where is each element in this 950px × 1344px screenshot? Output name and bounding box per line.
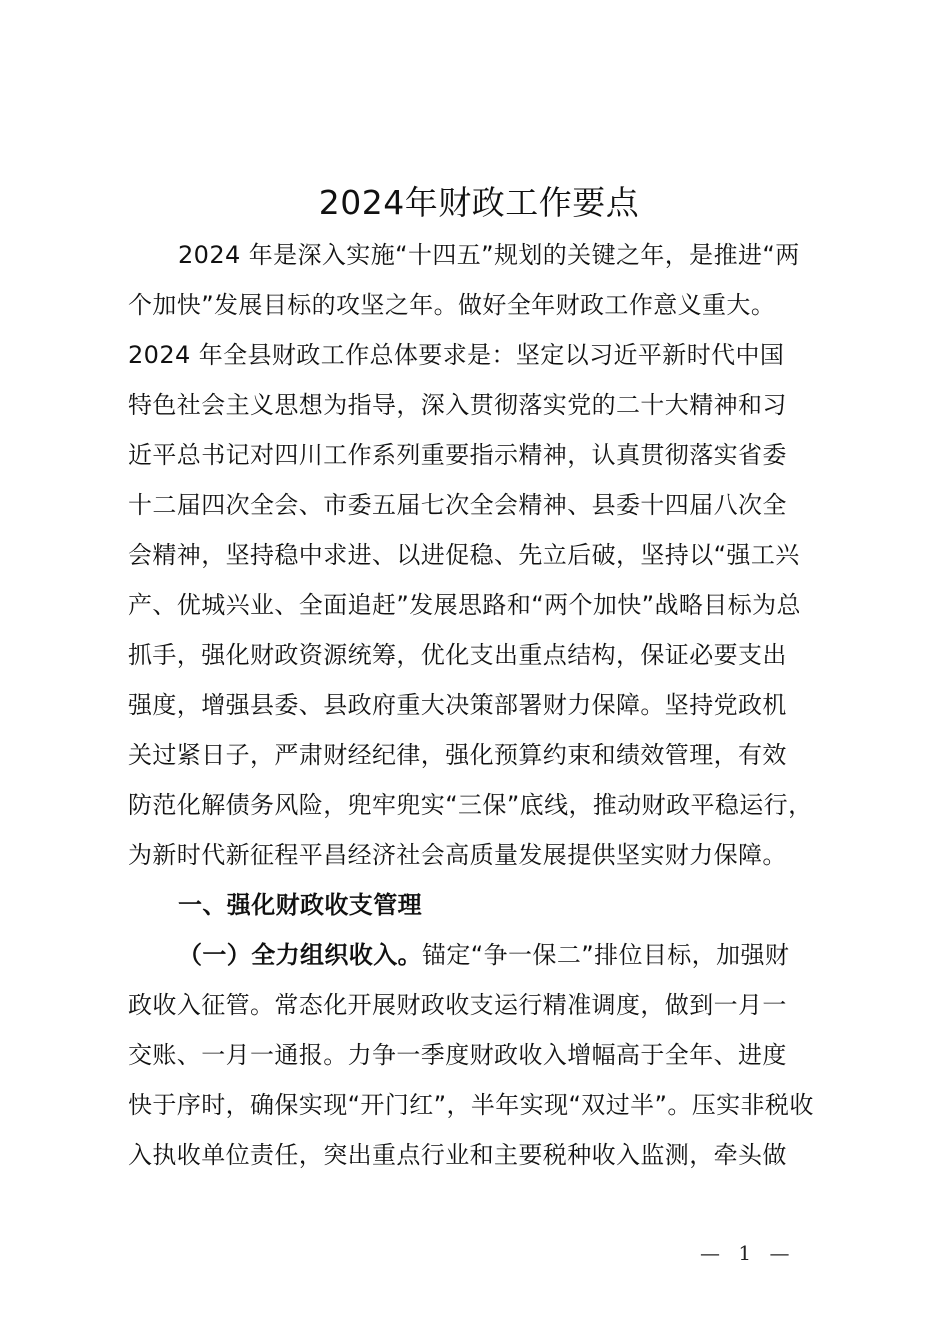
paragraph-line: 近平总书记对四川工作系列重要指示精神，认真贯彻落实省委	[128, 441, 787, 469]
subsection-first-line	[128, 930, 848, 980]
paragraph-line: 个加快”发展目标的攻坚之年。做好全年财政工作意义重大。	[128, 291, 776, 319]
paragraph-line: 抓手，强化财政资源统筹，优化支出重点结构，保证必要支出	[128, 641, 787, 669]
paragraph-line: 入执收单位责任，突出重点行业和主要税种收入监测，牵头做	[128, 1141, 787, 1169]
paragraph-line: 快于序时，确保实现“开门红”，半年实现“双过半”。压实非税收	[128, 1091, 814, 1119]
paragraph-line: 关过紧日子，严肃财经纪律，强化预算约束和绩效管理，有效	[128, 741, 787, 769]
document-body	[128, 230, 848, 1180]
document-title: 2024年财政工作要点	[318, 183, 640, 222]
paragraph-line: 为新时代新征程平昌经济社会高质量发展提供坚实财力保障。	[128, 841, 787, 869]
page-number: — 1 —	[700, 1241, 796, 1265]
paragraph-line: 政收入征管。常态化开展财政收支运行精准调度，做到一月一	[128, 991, 787, 1019]
paragraph-line: 2024 年全县财政工作总体要求是：坚定以习近平新时代中国	[128, 341, 785, 369]
subsection-label: （一）全力组织收入。	[178, 941, 422, 969]
paragraph-line: 防范化解债务风险，兜牢兜实“三保”底线，推动财政平稳运行，	[128, 791, 813, 819]
paragraph-line: 强度，增强县委、县政府重大决策部署财力保障。坚持党政机	[128, 691, 787, 719]
section-heading: 一、强化财政收支管理	[178, 891, 422, 919]
paragraph-line: 会精神，坚持稳中求进、以进促稳、先立后破，坚持以“强工兴	[128, 541, 800, 569]
subsection-first-line-text: 锚定“争一保二”排位目标，加强财	[422, 941, 790, 969]
paragraph-line: 特色社会主义思想为指导，深入贯彻落实党的二十大精神和习	[128, 391, 787, 419]
paragraph-line: 产、优城兴业、全面追赶”发展思路和“两个加快”战略目标为总	[128, 591, 801, 619]
paragraph-line: 2024 年是深入实施“十四五”规划的关键之年，是推进“两	[178, 241, 800, 269]
paragraph-line: 交账、一月一通报。力争一季度财政收入增幅高于全年、进度	[128, 1041, 787, 1069]
paragraph-line: 十二届四次全会、市委五届七次全会精神、县委十四届八次全	[128, 491, 787, 519]
